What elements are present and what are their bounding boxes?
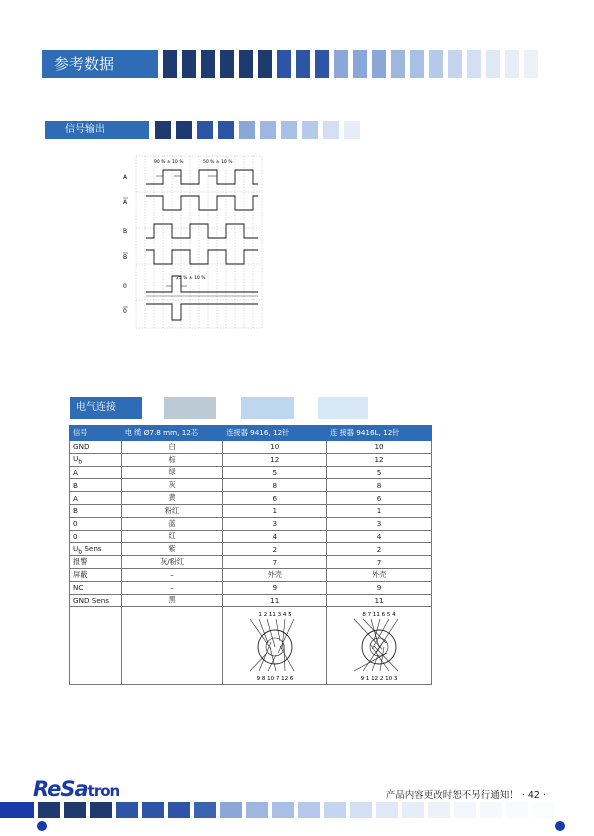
cell: $U_b$ — [70, 453, 122, 466]
cell: 8 — [327, 479, 432, 492]
connector-9416l-diagram — [344, 609, 414, 683]
cell — [70, 607, 122, 685]
pinout-9416 — [223, 607, 327, 685]
pinout-row — [70, 607, 432, 685]
cell: A — [70, 492, 122, 505]
cell: 白 — [121, 441, 223, 454]
cell: 外壳 — [223, 568, 327, 581]
cell: GND Sens — [70, 594, 122, 607]
cell: 红 — [121, 530, 223, 543]
label-zero-inv: 0 — [123, 308, 127, 315]
cell: A — [70, 466, 122, 479]
table-row — [70, 479, 432, 492]
cell: 报警 — [70, 556, 122, 569]
table-row — [70, 556, 432, 569]
connector-9416-diagram — [240, 609, 310, 683]
cell: 4 — [223, 530, 327, 543]
table-row — [70, 453, 432, 466]
cell: 绿 — [121, 466, 223, 479]
cell: B — [70, 504, 122, 517]
cell: – — [121, 581, 223, 594]
pin-numbers-top: 1 2 11 3 4 5 — [258, 612, 292, 619]
cell: 3 — [223, 517, 327, 530]
pin-numbers-bottom: 9 1 12 2 10 3 — [360, 676, 398, 683]
electrical-section-title: 电气连接 — [70, 397, 142, 419]
col-signal: 信号 — [70, 426, 122, 441]
table-row — [70, 530, 432, 543]
cell: 12 — [327, 453, 432, 466]
pinout-9416l — [327, 607, 432, 685]
cell: – — [121, 568, 223, 581]
table-row — [70, 543, 432, 556]
cell: B — [70, 479, 122, 492]
table-row — [70, 466, 432, 479]
table-row — [70, 504, 432, 517]
cell: 11 — [223, 594, 327, 607]
table-row — [70, 594, 432, 607]
pin-numbers-top: 8 7 11 6 5 4 — [362, 612, 396, 619]
footer-dot-left — [37, 821, 47, 831]
resatron-logo: ReSatron — [33, 777, 120, 801]
col-connector-9416l: 连 接器 9416L, 12针 — [327, 426, 432, 441]
cell: 6 — [223, 492, 327, 505]
cell — [121, 607, 223, 685]
cell: 7 — [223, 556, 327, 569]
label-zero: 0 — [123, 283, 127, 290]
label-a-inv: A — [123, 199, 128, 206]
cell: 9 — [327, 581, 432, 594]
cell: 黑 — [121, 594, 223, 607]
cell: 11 — [327, 594, 432, 607]
cell: 5 — [223, 466, 327, 479]
cell: 2 — [223, 543, 327, 556]
signal-waveform-diagram — [118, 152, 278, 332]
table-header — [70, 426, 432, 441]
cell: 屏蔽 — [70, 568, 122, 581]
pin-numbers-bottom: 9 8 10 7 12 6 — [256, 676, 294, 683]
section-decoration — [155, 121, 360, 139]
cell: 灰/粉红 — [121, 556, 223, 569]
cell: 黄 — [121, 492, 223, 505]
cell: 1 — [327, 504, 432, 517]
cell: 粉红 — [121, 504, 223, 517]
cell: 4 — [327, 530, 432, 543]
cell: 0 — [70, 530, 122, 543]
col-cable: 电 缆 Ø7.8 mm, 12芯 — [121, 426, 223, 441]
cell: 外壳 — [327, 568, 432, 581]
cell: 12 — [223, 453, 327, 466]
cell: 9 — [223, 581, 327, 594]
cell: 10 — [327, 441, 432, 454]
annotation-duty: 90 % ± 10 % — [154, 160, 184, 165]
cell: 紫 — [121, 543, 223, 556]
connection-table — [69, 425, 432, 685]
annotation-phase: 50 % ± 10 % — [203, 160, 233, 165]
col-connector-9416: 连接器 9416, 12针 — [223, 426, 327, 441]
section-title: 信号输出 — [45, 121, 149, 139]
cell: 7 — [327, 556, 432, 569]
cell: 灰 — [121, 479, 223, 492]
footer-note: 产品内容更改时恕不另行通知！ · 42 · — [385, 790, 546, 801]
cell: 蓝 — [121, 517, 223, 530]
cell: 8 — [223, 479, 327, 492]
cell: $U_b$ Sens — [70, 543, 122, 556]
cell: 6 — [327, 492, 432, 505]
footer-decoration — [0, 802, 554, 818]
table-row — [70, 492, 432, 505]
table-row — [70, 568, 432, 581]
cell: NC — [70, 581, 122, 594]
cell: 10 — [223, 441, 327, 454]
annotation-ref: 25 % ± 10 % — [176, 276, 206, 281]
table-row — [70, 581, 432, 594]
cell: 棕 — [121, 453, 223, 466]
cell: 2 — [327, 543, 432, 556]
label-b: B — [123, 228, 128, 235]
header-decoration — [163, 50, 538, 78]
cell: 3 — [327, 517, 432, 530]
page-title: 参考数据 — [42, 50, 158, 78]
cell: 5 — [327, 466, 432, 479]
cell: 1 — [223, 504, 327, 517]
cell: 0 — [70, 517, 122, 530]
table-row — [70, 441, 432, 454]
table-row — [70, 517, 432, 530]
footer-dot-right — [555, 821, 565, 831]
label-a: A — [123, 174, 128, 181]
label-b-inv: B — [123, 254, 128, 261]
cell: GND — [70, 441, 122, 454]
